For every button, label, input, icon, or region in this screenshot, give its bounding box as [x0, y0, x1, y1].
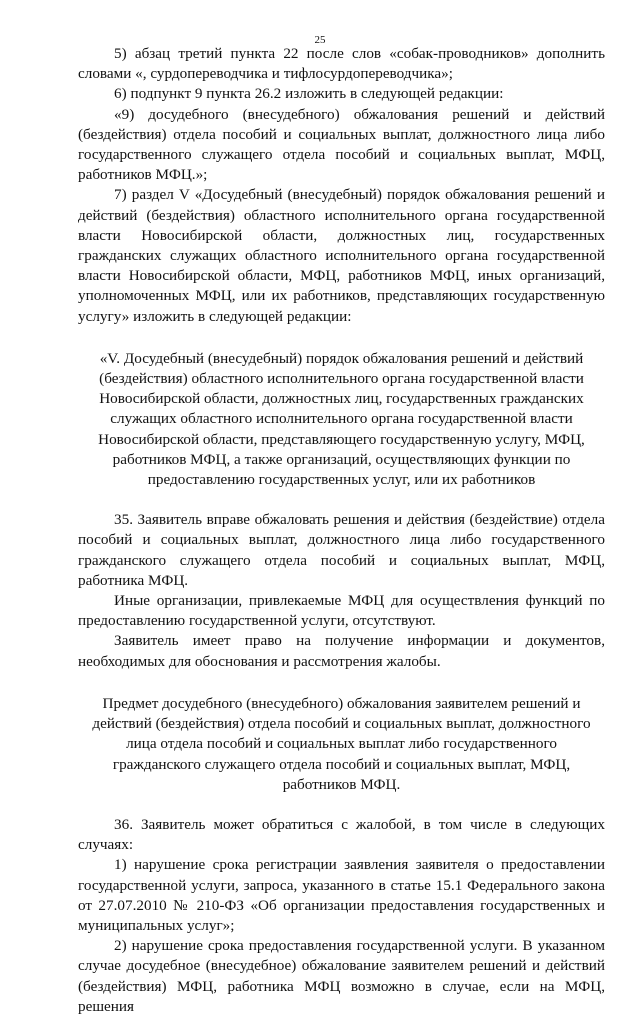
- paragraph-35: 35. Заявитель вправе обжаловать решения и действия (бездействие) отдела пособий и социальных выплат, должностного лица либо государственного гражданского служащего отдела пособий и социальных выплат, МФЦ, работника МФЦ.: [78, 511, 605, 589]
- page-number: 25: [314, 34, 326, 46]
- spacer: [78, 795, 605, 815]
- paragraph-item-5: 5) абзац третий пункта 22 после слов «собак-проводников» дополнить словами «, сурдопереводчика и тифлосурдопереводчика»;: [78, 45, 605, 83]
- paragraph-36: 36. Заявитель может обратиться с жалобой, в том числе в следующих случаях:: [78, 815, 605, 854]
- section-heading: «V. Досудебный (внесудебный) порядок обжалования решений и действий (бездействия) областного исполнительного органа государственной власти Новосибирской области, должностных лиц, государственных гражданских служащих областного исполнительного органа государственной власти Новосибирской области, представляющего государственную услугу, МФЦ, работников МФЦ, а также организаций, осуществляющих функции по предоставлению государственных услуг, или их работников: [98, 349, 585, 489]
- spacer: [78, 672, 605, 694]
- paragraph-subitem-9: «9) досудебного (внесудебного) обжалования решений и действий (бездействия) отдела пособий и социальных выплат, должностного лица либо государственного служащего отдела пособий и социальных выплат, МФЦ, работников МФЦ.»;: [78, 105, 605, 184]
- paragraph-item-7: 7) раздел V «Досудебный (внесудебный) порядок обжалования решений и действий (бездействия) областного исполнительного органа государственной власти Новосибирской области, должностных лиц, государственных гражданских служащих областного исполнительного органа государственной власти Новосибирской области, МФЦ, работников МФЦ, иных организаций, уполномоченных МФЦ, или их работников, представляющих государственную услугу» изложить в следующей редакции:: [78, 186, 605, 325]
- paragraph-36-case-1: 1) нарушение срока регистрации заявления заявителя о предоставлении государственной услуги, запроса, указанного в статье 15.1 Федерального закона от 27.07.2010 № 210-ФЗ «Об организации предоставления государственных и муниципальных услуг»;: [78, 856, 605, 934]
- document-body: [78, 44, 605, 1017]
- paragraph-item-6: 6) подпункт 9 пункта 26.2 изложить в следующей редакции:: [114, 85, 504, 103]
- paragraph-other-organizations: Иные организации, привлекаемые МФЦ для осуществления функций по предоставлению государственной услуги, отсутствуют.: [78, 592, 605, 630]
- subject-heading: Предмет досудебного (внесудебного) обжалования заявителем решений и действий (бездействия) отдела пособий и социальных выплат, должностного лица отдела пособий и социальных выплат либо государственного гражданского служащего отдела пособий и социальных выплат, МФЦ, работников МФЦ.: [92, 694, 591, 793]
- paragraph-36-case-2: 2) нарушение срока предоставления государственной услуги. В указанном случае досудебное (внесудебное) обжалование заявителем решений и действий (бездействия) МФЦ, работника МФЦ возможно в случае, если на МФЦ, решения: [78, 937, 605, 1015]
- spacer: [78, 327, 605, 349]
- spacer: [78, 490, 605, 510]
- paragraph-right-to-information: Заявитель имеет право на получение информации и документов, необходимых для обоснования и рассмотрения жалобы.: [78, 632, 605, 670]
